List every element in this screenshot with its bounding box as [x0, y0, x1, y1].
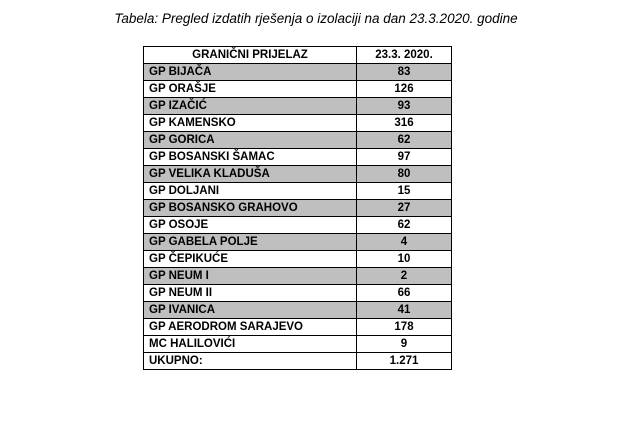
crossing-name-cell: GP BIJAČA: [144, 64, 357, 81]
crossing-name-cell: GP DOLJANI: [144, 183, 357, 200]
isolation-count-cell: 178: [357, 319, 452, 336]
isolation-count-cell: 66: [357, 285, 452, 302]
crossing-name-cell: GP NEUM II: [144, 285, 357, 302]
table-row: [144, 132, 452, 149]
crossing-name-cell: GP AERODROM SARAJEVO: [144, 319, 357, 336]
isolation-count-cell: 62: [357, 132, 452, 149]
table-row: [144, 268, 452, 285]
crossing-name-cell: GP IZAČIĆ: [144, 98, 357, 115]
table-row: [144, 302, 452, 319]
table-row: [144, 166, 452, 183]
isolation-count-cell: 41: [357, 302, 452, 319]
isolation-count-cell: 62: [357, 217, 452, 234]
crossing-name-cell: GP BOSANSKI ŠAMAC: [144, 149, 357, 166]
crossing-name-cell: GP GORICA: [144, 132, 357, 149]
isolation-count-cell: 83: [357, 64, 452, 81]
header-border-crossing: GRANIČNI PRIJELAZ: [144, 47, 357, 64]
isolation-count-cell: 9: [357, 336, 452, 353]
isolation-count-cell: 93: [357, 98, 452, 115]
table-caption: Tabela: Pregled izdatih rješenja o izolaciji na dan 23.3.2020. godine: [114, 11, 518, 26]
crossing-name-cell: GP VELIKA KLADUŠA: [144, 166, 357, 183]
table-row: [144, 81, 452, 98]
crossing-name-cell: MC HALILOVIĆI: [144, 336, 357, 353]
table-row: [144, 115, 452, 132]
crossing-name-cell: GP KAMENSKO: [144, 115, 357, 132]
table-row: [144, 353, 452, 370]
isolation-count-cell: 27: [357, 200, 452, 217]
table-header-row: [144, 47, 452, 64]
table-row: [144, 98, 452, 115]
crossing-name-cell: GP BOSANSKO GRAHOVO: [144, 200, 357, 217]
crossing-name-cell: GP ČEPIKUĆE: [144, 251, 357, 268]
isolation-decisions-table: [143, 46, 452, 370]
table-row: [144, 183, 452, 200]
table-row: [144, 234, 452, 251]
table-row: [144, 251, 452, 268]
isolation-count-cell: 126: [357, 81, 452, 98]
crossing-name-cell: GP ORAŠJE: [144, 81, 357, 98]
table-body: [144, 64, 452, 370]
table-row: [144, 217, 452, 234]
isolation-count-cell: 2: [357, 268, 452, 285]
table-row: [144, 149, 452, 166]
isolation-count-cell: 80: [357, 166, 452, 183]
table-row: [144, 200, 452, 217]
isolation-count-cell: 316: [357, 115, 452, 132]
isolation-count-cell: 4: [357, 234, 452, 251]
crossing-name-cell: GP GABELA POLJE: [144, 234, 357, 251]
isolation-count-cell: 97: [357, 149, 452, 166]
isolation-count-cell: 15: [357, 183, 452, 200]
isolation-count-cell: 1.271: [357, 353, 452, 370]
table-row: [144, 319, 452, 336]
table-row: [144, 285, 452, 302]
isolation-count-cell: 10: [357, 251, 452, 268]
crossing-name-cell: UKUPNO:: [144, 353, 357, 370]
crossing-name-cell: GP OSOJE: [144, 217, 357, 234]
table-row: [144, 64, 452, 81]
header-date: 23.3. 2020.: [357, 47, 452, 64]
crossing-name-cell: GP NEUM I: [144, 268, 357, 285]
crossing-name-cell: GP IVANICA: [144, 302, 357, 319]
table-row: [144, 336, 452, 353]
